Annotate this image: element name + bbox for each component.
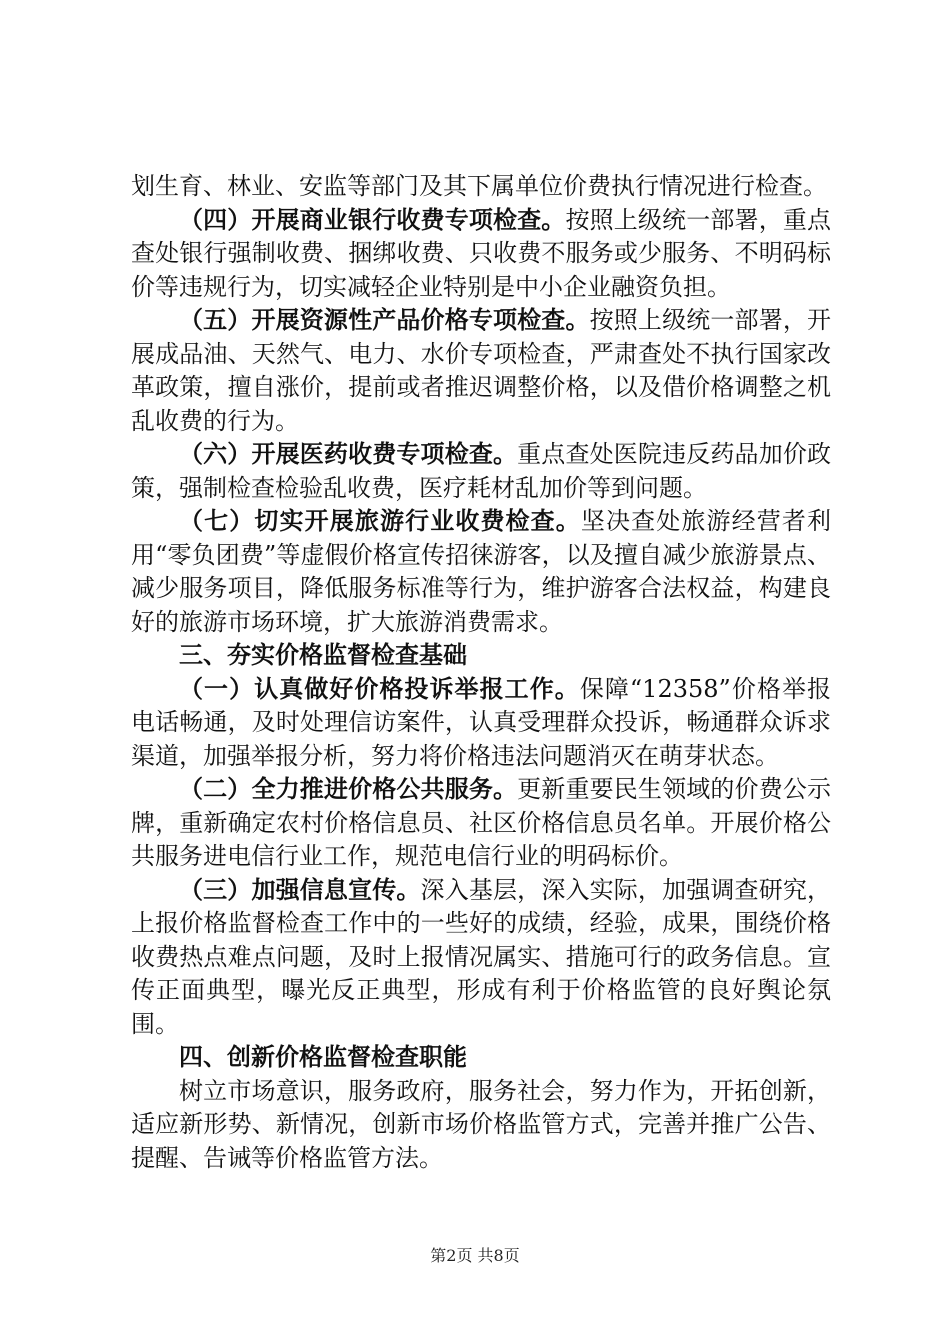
paragraph-lead: （一）认真做好价格投诉举报工作。 — [179, 674, 580, 703]
paragraph-text: 按照上级统一部署，开展成品油、天然气、电力、水价专项检查，严肃查处不执行国家改革政策，擅自涨价，提前或者推迟调整价格，以及借价格调整之机乱收费的行为。 — [131, 306, 832, 435]
document-body — [131, 170, 831, 1175]
paragraph-section4 — [131, 1075, 831, 1176]
paragraph-text: 按照上级统一部署，重点查处银行强制收费、捆绑收费、只收费不服务或少服务、不明码标价等违规行为，切实减轻企业特别是中小企业融资负担。 — [131, 205, 832, 301]
page-number: 第2页 共8页 — [430, 1246, 520, 1265]
paragraph-text: 保障“12358”价格举报电话畅通，及时处理信访案件，认真受理群众投诉，畅通群众诉求渠道，加强举报分析，努力将价格违法问题消灭在萌芽状态。 — [131, 674, 832, 770]
page-footer — [0, 1243, 950, 1266]
paragraph-text: 坚决查处旅游经营者利用“零负团费”等虚假价格宣传招徕游客，以及擅自减少旅游景点、减少服务项目，降低服务标准等行为，维护游客合法权益，构建良好的旅游市场环境，扩大旅游消费需求。 — [131, 507, 832, 636]
paragraph-text: 树立市场意识，服务政府，服务社会，努力作为，开拓创新，适应新形势、新情况，创新市场价格监管方式，完善并推广公告、提醒、告诫等价格监管方法。 — [131, 1076, 831, 1172]
section-heading-3: 三、夯实价格监督检查基础 — [179, 641, 467, 669]
paragraph-text: 深入基层，深入实际，加强调查研究，上报价格监督检查工作中的一些好的成绩，经验，成果，围绕价格收费热点难点问题，及时上报情况属实、措施可行的政务信息。宣传正面典型，曝光反正典型，形成有利于价格监管的良好舆论氛围。 — [131, 875, 832, 1038]
paragraph-lead: （三）加强信息宣传。 — [179, 875, 421, 904]
paragraph-lead: （二）全力推进价格公共服务。 — [179, 775, 518, 803]
paragraph-section3-item-3 — [131, 874, 831, 1042]
paragraph-section3-item-2 — [131, 773, 831, 874]
paragraph-lead: （四）开展商业银行收费专项检查。 — [179, 205, 566, 234]
paragraph-text: 重点查处医院违反药品加价政策，强制检查检验乱收费，医疗耗材乱加价等到问题。 — [131, 440, 832, 502]
paragraph-lead: （七）切实开展旅游行业收费检查。 — [179, 507, 581, 535]
paragraph-section3-item-1 — [131, 673, 831, 774]
paragraph-lead: （六）开展医药收费专项检查。 — [179, 440, 518, 468]
paragraph-item-4 — [131, 204, 831, 305]
paragraph-lead: （五）开展资源性产品价格专项检查。 — [179, 306, 590, 334]
paragraph-item-6 — [131, 438, 831, 505]
paragraph-continuation — [131, 170, 831, 204]
paragraph-item-7 — [131, 505, 831, 639]
paragraph-item-5 — [131, 304, 831, 438]
paragraph-text: 划生育、林业、安监等部门及其下属单位价费执行情况进行检查。 — [131, 172, 827, 200]
paragraph-text: 更新重要民生领域的价费公示牌，重新确定农村价格信息员、社区价格信息员名单。开展价格公共服务进电信行业工作，规范电信行业的明码标价。 — [131, 775, 832, 870]
section-heading-4: 四、创新价格监督检查职能 — [179, 1043, 467, 1071]
